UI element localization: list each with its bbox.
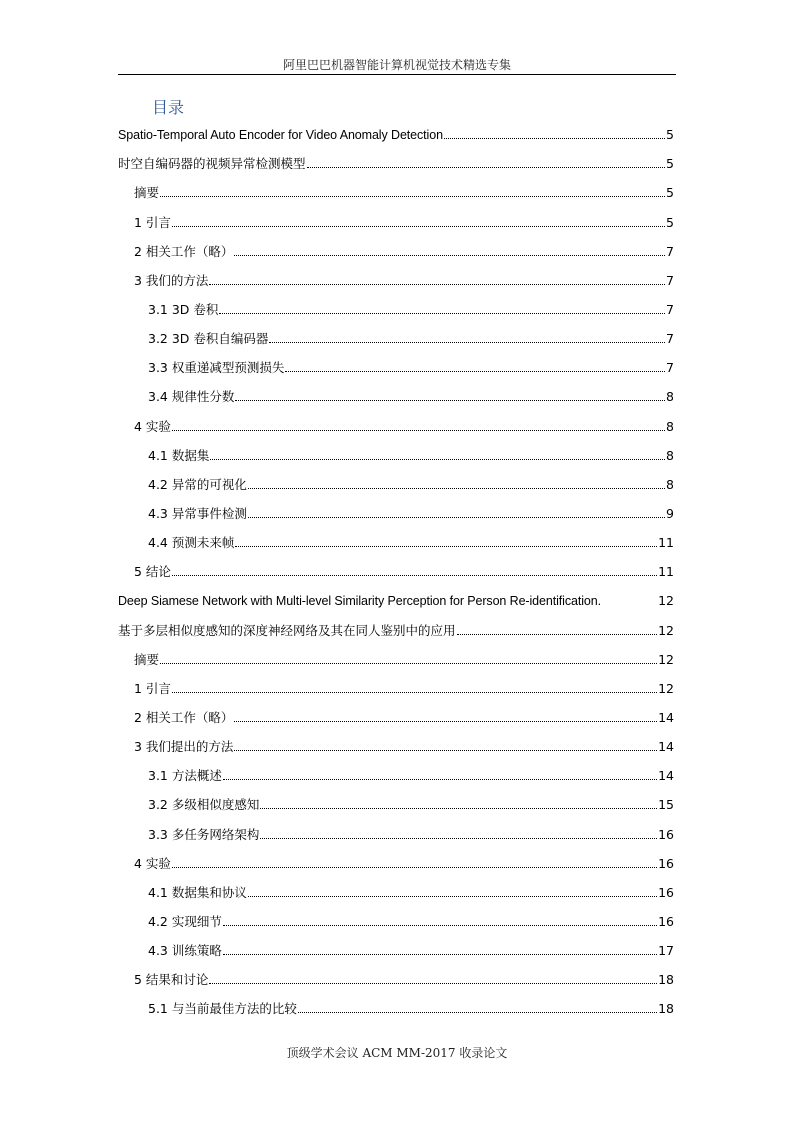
toc-entry-title: 3.4 规律性分数	[148, 390, 235, 405]
toc-page-number: 14	[658, 739, 674, 755]
toc-page-number: 12	[658, 680, 674, 696]
toc-dot-leader	[219, 313, 665, 314]
toc-dot-leader	[285, 371, 665, 372]
toc-entry[interactable]	[118, 790, 674, 819]
toc-entry-title: 4 实验	[134, 856, 171, 871]
header-rule	[118, 74, 676, 75]
toc-entry[interactable]	[118, 819, 674, 848]
toc-page-number: 7	[666, 331, 674, 347]
toc-dot-leader	[160, 663, 657, 664]
toc-title: 目录	[152, 98, 185, 117]
toc-dot-leader	[223, 954, 657, 955]
toc-dot-leader	[223, 779, 657, 780]
toc-entry-title: 4.1 数据集和协议	[148, 885, 247, 900]
toc-dot-leader	[172, 575, 657, 576]
toc-page-number: 8	[666, 418, 674, 434]
toc-dot-leader	[260, 838, 657, 839]
toc-page-number: 8	[666, 447, 674, 463]
toc-dot-leader	[235, 546, 657, 547]
toc-entry[interactable]	[118, 237, 674, 266]
toc-page-number: 11	[658, 564, 674, 580]
running-header: 阿里巴巴机器智能计算机视觉技术精选专集	[282, 58, 511, 72]
toc-entry-title: 3.1 3D 卷积	[148, 302, 219, 317]
toc-page-number: 14	[658, 709, 674, 725]
toc-entry-title: 3.2 3D 卷积自编码器	[148, 332, 269, 347]
toc-entry[interactable]	[118, 382, 674, 411]
toc-dot-leader	[209, 284, 665, 285]
toc-entry-title: 4.2 实现细节	[148, 914, 222, 929]
toc-entry-title: 2 相关工作（略）	[134, 244, 234, 259]
toc-page-number: 12	[658, 622, 674, 638]
toc-page-number: 16	[658, 855, 674, 871]
toc-page-number: 7	[666, 360, 674, 376]
toc-entry[interactable]	[118, 557, 674, 586]
table-of-contents	[118, 120, 674, 1023]
toc-page-number: 7	[666, 243, 674, 259]
toc-page-number: 5	[666, 156, 674, 172]
toc-page-number: 16	[658, 884, 674, 900]
toc-entry[interactable]	[118, 353, 674, 382]
toc-entry-title: 5 结论	[134, 565, 171, 580]
toc-entry[interactable]	[118, 149, 674, 178]
toc-entry[interactable]	[118, 615, 674, 644]
toc-entry[interactable]	[118, 528, 674, 557]
toc-entry-title: 4.4 预测未来帧	[148, 536, 235, 551]
toc-entry-title: 4 实验	[134, 419, 171, 434]
toc-entry[interactable]	[118, 994, 674, 1023]
toc-dot-leader	[223, 925, 657, 926]
toc-page-number: 5	[666, 214, 674, 230]
toc-dot-leader	[172, 226, 665, 227]
toc-page-number: 16	[658, 826, 674, 842]
toc-dot-leader	[210, 459, 665, 460]
toc-dot-leader	[248, 517, 665, 518]
toc-entry-title: 4.1 数据集	[148, 448, 210, 463]
toc-entry[interactable]	[118, 266, 674, 295]
toc-entry[interactable]	[118, 907, 674, 936]
toc-dot-leader	[298, 1012, 657, 1013]
toc-page-number: 8	[666, 389, 674, 405]
toc-page-number: 18	[658, 1001, 674, 1017]
toc-dot-leader	[172, 692, 657, 693]
toc-dot-leader	[260, 808, 657, 809]
toc-page-number: 16	[658, 913, 674, 929]
toc-entry[interactable]	[118, 586, 674, 615]
toc-entry[interactable]	[118, 207, 674, 236]
toc-page-number: 9	[666, 505, 674, 521]
toc-entry[interactable]	[118, 761, 674, 790]
toc-dot-leader	[248, 488, 665, 489]
toc-page-number: 5	[666, 185, 674, 201]
toc-dot-leader	[235, 400, 665, 401]
toc-entry-title: 5.1 与当前最佳方法的比较	[148, 1002, 297, 1017]
running-footer: 顶级学术会议 ACM MM-2017 收录论文	[286, 1046, 508, 1060]
toc-entry-title: 4.3 异常事件检测	[148, 506, 247, 521]
toc-entry[interactable]	[118, 411, 674, 440]
toc-entry-title: 摘要	[134, 186, 160, 201]
toc-entry-title: 3.3 权重递减型预测损失	[148, 361, 285, 376]
toc-entry[interactable]	[118, 178, 674, 207]
toc-entry[interactable]	[118, 849, 674, 878]
toc-entry[interactable]	[118, 878, 674, 907]
toc-entry-title: 4.2 异常的可视化	[148, 477, 247, 492]
toc-dot-leader	[457, 634, 658, 635]
toc-entry-title: 5 结果和讨论	[134, 973, 209, 988]
toc-dot-leader	[248, 896, 657, 897]
toc-entry-title: 3.1 方法概述	[148, 769, 222, 784]
toc-dot-leader	[172, 430, 665, 431]
toc-page-number: 17	[658, 943, 674, 959]
toc-entry-title: 摘要	[134, 652, 160, 667]
toc-entry[interactable]	[118, 324, 674, 353]
toc-entry-title: 时空自编码器的视频异常检测模型	[118, 157, 306, 172]
toc-page-number: 11	[658, 535, 674, 551]
toc-dot-leader	[209, 983, 657, 984]
toc-dot-leader	[234, 721, 657, 722]
toc-dot-leader	[269, 342, 665, 343]
toc-dot-leader	[160, 196, 665, 197]
toc-entry[interactable]	[118, 645, 674, 674]
toc-page-number: 5	[666, 127, 674, 143]
toc-page-number: 12	[658, 593, 674, 609]
toc-entry-title: 1 引言	[134, 681, 171, 696]
toc-entry[interactable]	[118, 441, 674, 470]
toc-entry[interactable]	[118, 732, 674, 761]
toc-entry[interactable]	[118, 470, 674, 499]
toc-entry-title: 4.3 训练策略	[148, 944, 222, 959]
toc-page-number: 14	[658, 768, 674, 784]
toc-dot-leader	[307, 167, 666, 168]
toc-entry-title: 3.3 多任务网络架构	[148, 827, 260, 842]
toc-entry[interactable]	[118, 295, 674, 324]
toc-entry[interactable]	[118, 674, 674, 703]
toc-entry-title: 2 相关工作（略）	[134, 710, 234, 725]
toc-page-number: 15	[658, 797, 674, 813]
toc-entry[interactable]	[118, 965, 674, 994]
toc-entry[interactable]	[118, 499, 674, 528]
toc-entry-title: 3.2 多级相似度感知	[148, 798, 260, 813]
toc-entry[interactable]	[118, 120, 674, 149]
toc-dot-leader	[234, 255, 665, 256]
toc-page-number: 8	[666, 476, 674, 492]
toc-dot-leader	[234, 750, 657, 751]
toc-dot-leader	[172, 867, 657, 868]
toc-entry-title: 1 引言	[134, 215, 171, 230]
toc-page-number: 7	[666, 272, 674, 288]
toc-entry-title: 3 我们提出的方法	[134, 740, 234, 755]
toc-page-number: 7	[666, 301, 674, 317]
toc-entry[interactable]	[118, 703, 674, 732]
toc-page-number: 12	[658, 651, 674, 667]
toc-dot-leader	[444, 138, 665, 139]
toc-entry-title: Spatio-Temporal Auto Encoder for Video Anomaly Detection	[118, 128, 443, 143]
toc-entry-title: 基于多层相似度感知的深度神经网络及其在同人鉴别中的应用	[118, 623, 456, 638]
toc-entry-title: Deep Siamese Network with Multi-level Similarity Perception for Person Re-identification.	[118, 594, 601, 609]
toc-entry-title: 3 我们的方法	[134, 273, 209, 288]
toc-page-number: 18	[658, 972, 674, 988]
toc-entry[interactable]	[118, 936, 674, 965]
